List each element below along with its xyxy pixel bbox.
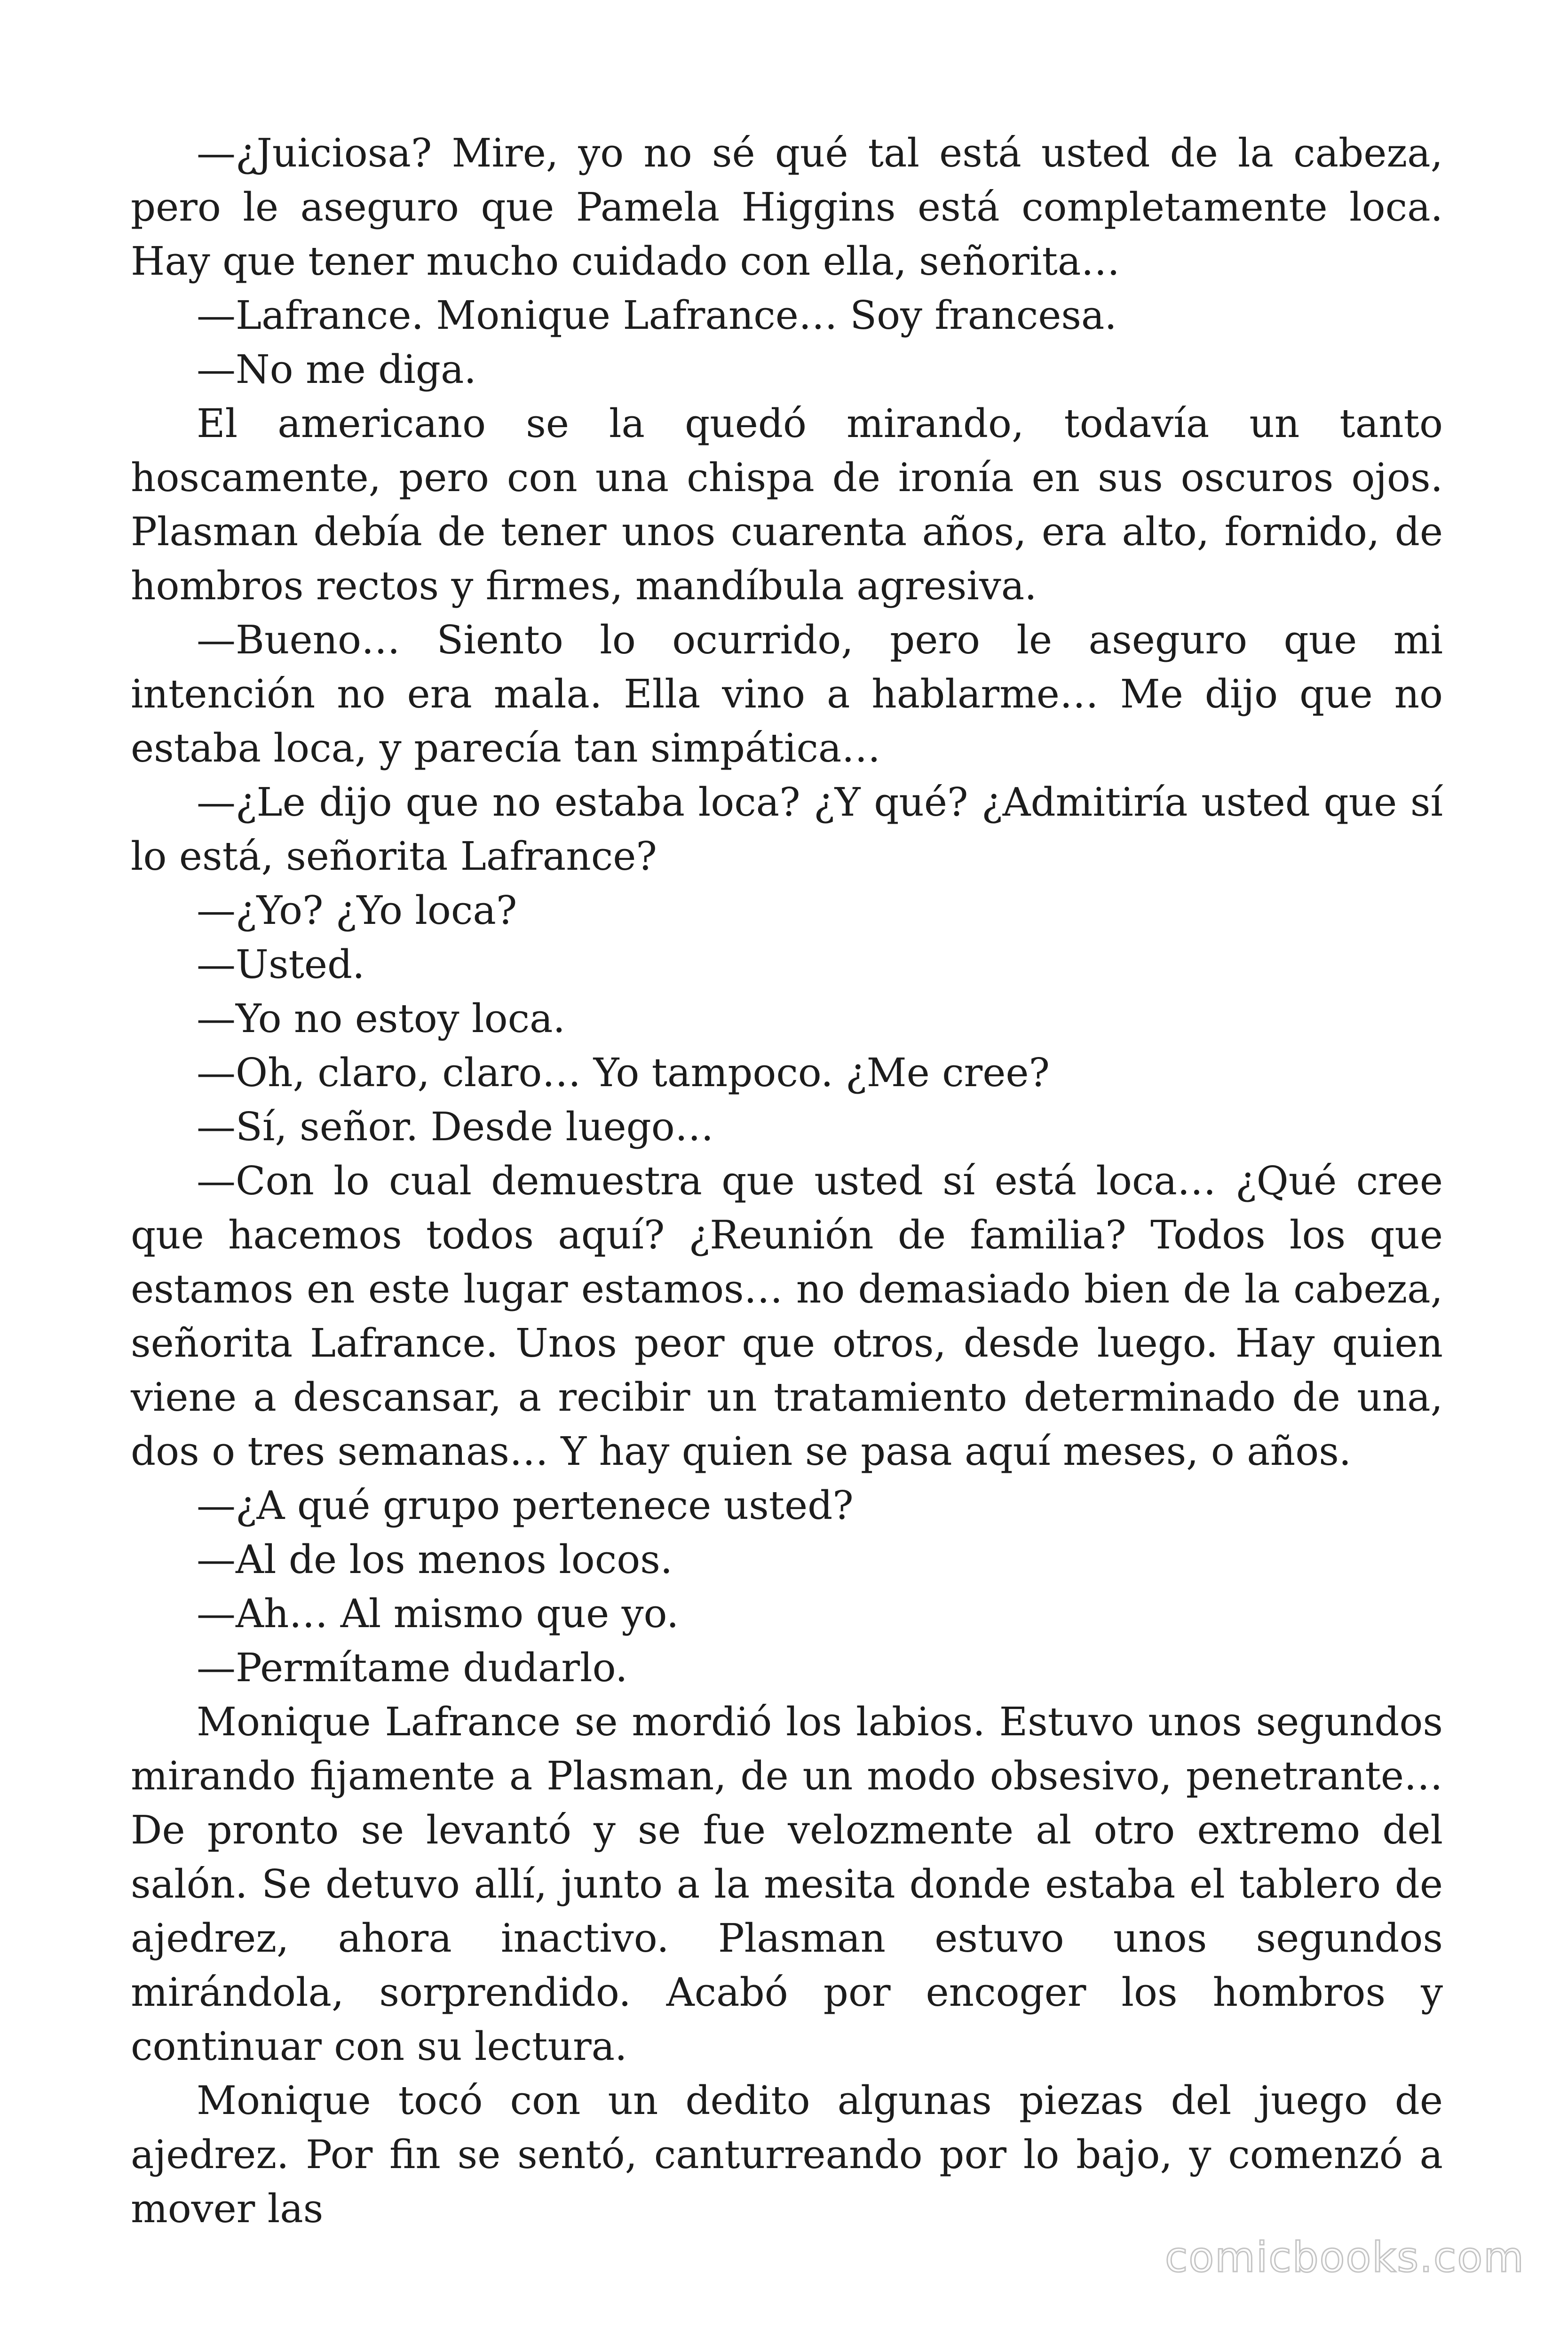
document-page [131,126,1443,2232]
paragraph: Monique tocó con un dedito algunas piezas del juego de ajedrez. Por fin se sentó, canturreando por lo bajo, y comenzó a mover las [131,2078,1443,2232]
paragraph: El americano se la quedó mirando, todavía un tanto hoscamente, pero con una chispa de ironía en sus oscuros ojos. Plasman debía de tener unos cuarenta años, era alto, fornido, de hombros rectos y firmes, mandíbula agresiva. [131,401,1443,609]
paragraph: —Con lo cual demuestra que usted sí está loca… ¿Qué cree que hacemos todos aquí? ¿Reunión de familia? Todos los que estamos en este lugar estamos… no demasiado bien de la cabeza, señorita Lafrance. Unos peor que otros, desde luego. Hay quien viene a descansar, a recibir un tratamiento determinado de una, dos o tres semanas… Y hay quien se pasa aquí meses, o años. [131,1158,1443,1474]
paragraph: —Al de los menos locos. [197,1537,673,1582]
paragraph: —¿Yo? ¿Yo loca? [197,888,517,933]
watermark: comicbooks.com [1164,2233,1525,2281]
paragraph: —Lafrance. Monique Lafrance… Soy francesa. [197,293,1117,338]
paragraph: —No me diga. [197,347,476,392]
paragraph: —Oh, claro, claro… Yo tampoco. ¿Me cree? [197,1050,1050,1096]
paragraph: —Permítame dudarlo. [197,1645,628,1691]
paragraph: —Yo no estoy loca. [197,996,565,1041]
paragraph: —Bueno… Siento lo ocurrido, pero le aseguro que mi intención no era mala. Ella vino a hablarme… Me dijo que no estaba loca, y parecía tan simpática… [131,617,1443,771]
paragraph: —¿A qué grupo pertenece usted? [197,1483,854,1528]
paragraph: —Ah… Al mismo que yo. [197,1591,679,1637]
paragraph: Monique Lafrance se mordió los labios. Estuvo unos segundos mirando fijamente a Plasman, de un modo obsesivo, penetrante… De pronto se levantó y se fue velozmente al otro extremo del salón. Se detuvo allí, junto a la mesita donde estaba el tablero de ajedrez, ahora inactivo. Plasman estuvo unos segundos mirándola, sorprendido. Acabó por encoger los hombros y continuar con su lectura. [131,1699,1443,2069]
paragraph: —Sí, señor. Desde luego… [197,1104,714,1150]
paragraph: —¿Juiciosa? Mire, yo no sé qué tal está usted de la cabeza, pero le aseguro que Pamela Higgins está completamente loca. Hay que tener mucho cuidado con ella, señorita… [131,130,1443,284]
paragraph: —Usted. [197,942,365,987]
paragraph: —¿Le dijo que no estaba loca? ¿Y qué? ¿Admitiría usted que sí lo está, señorita Lafrance? [131,779,1443,879]
